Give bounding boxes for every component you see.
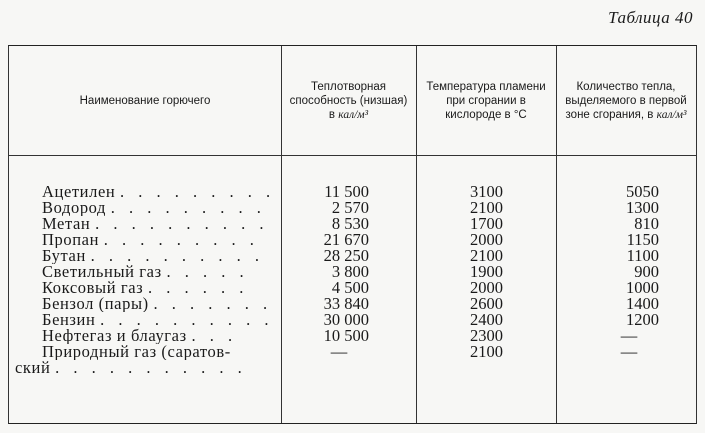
- fuel-name: Ацетилен . . . . . . . . .: [42, 184, 276, 200]
- first-zone-heat-cell: 5050: [626, 182, 659, 201]
- heat-value-cell: 33 840: [323, 294, 369, 313]
- fuel-name: Нефтегаз и блаугаз . . .: [42, 328, 238, 344]
- heat-value-cell: 3 800: [331, 262, 369, 281]
- heat-value-cell: 4 500: [331, 278, 369, 297]
- fuel-properties-table: [8, 45, 697, 424]
- fuel-name: Водород . . . . . . . . .: [42, 200, 266, 216]
- fuel-name: Бензол (пары) . . . . . . .: [42, 296, 273, 312]
- first-zone-heat-cell: 1150: [626, 230, 659, 249]
- fuel-name: Светильный газ . . . . .: [42, 264, 249, 280]
- fuel-name: ский . . . . . . . . . . .: [15, 360, 247, 376]
- fuel-name: Природный газ (саратов-: [42, 344, 231, 360]
- first-zone-heat-cell: 810: [634, 214, 659, 233]
- table-row: [9, 328, 696, 344]
- header-label: Наименование горючего: [79, 94, 211, 107]
- flame-temp-cell: 1900: [470, 262, 503, 281]
- heat-value-cell: 21 670: [323, 230, 369, 249]
- heat-value-cell: 8 530: [331, 214, 369, 233]
- flame-temp-cell: 2100: [470, 342, 503, 361]
- header-fuel-name: [9, 46, 281, 155]
- heat-value-cell: 10 500: [323, 326, 369, 345]
- heat-value-cell: —: [330, 342, 348, 361]
- table-row: [9, 344, 696, 360]
- flame-temp-cell: 2400: [470, 310, 503, 329]
- heat-value-cell: 30 000: [323, 310, 369, 329]
- fuel-name: Пропан . . . . . . . . .: [42, 232, 259, 248]
- header-divider: [9, 155, 696, 156]
- first-zone-heat-cell: 1400: [626, 294, 659, 313]
- first-zone-heat-cell: 1300: [626, 198, 659, 217]
- fuel-name: Бензин . . . . . . . . . .: [42, 312, 274, 328]
- first-zone-heat-cell: 900: [634, 262, 659, 281]
- header-first-zone-heat: [556, 46, 696, 155]
- flame-temp-cell: 2300: [470, 326, 503, 345]
- flame-temp-cell: 2100: [470, 246, 503, 265]
- header-label: Количество тепла, выделяемого в первой зоне сгорания, в кал/м³: [565, 80, 687, 121]
- fuel-name: Коксовый газ . . . . . .: [42, 280, 249, 296]
- fuel-name: Метан . . . . . . . . . .: [42, 216, 269, 232]
- heat-value-cell: 11 500: [324, 182, 369, 201]
- flame-temp-cell: 2000: [470, 230, 503, 249]
- table-body: [9, 184, 696, 376]
- heat-value-cell: 28 250: [323, 246, 369, 265]
- header-heat-value: [281, 46, 416, 155]
- table-caption: Таблица 40: [608, 8, 693, 27]
- header-label: Теплотворная способность (низшая) в кал/м³: [289, 80, 408, 121]
- flame-temp-cell: 1700: [470, 214, 503, 233]
- first-zone-heat-cell: —: [620, 326, 638, 345]
- heat-value-cell: 2 570: [331, 198, 369, 217]
- flame-temp-cell: 2000: [470, 278, 503, 297]
- flame-temp-cell: 3100: [470, 182, 503, 201]
- fuel-name: Бутан . . . . . . . . . .: [42, 248, 264, 264]
- first-zone-heat-cell: 1200: [626, 310, 659, 329]
- header-label: Температура пламени при сгорании в кислороде в °С: [426, 80, 546, 121]
- first-zone-heat-cell: 1000: [626, 278, 659, 297]
- header-flame-temp: [416, 46, 556, 155]
- first-zone-heat-cell: 1100: [626, 246, 659, 265]
- flame-temp-cell: 2600: [470, 294, 503, 313]
- table-row: [9, 360, 696, 376]
- flame-temp-cell: 2100: [470, 198, 503, 217]
- first-zone-heat-cell: —: [620, 342, 638, 361]
